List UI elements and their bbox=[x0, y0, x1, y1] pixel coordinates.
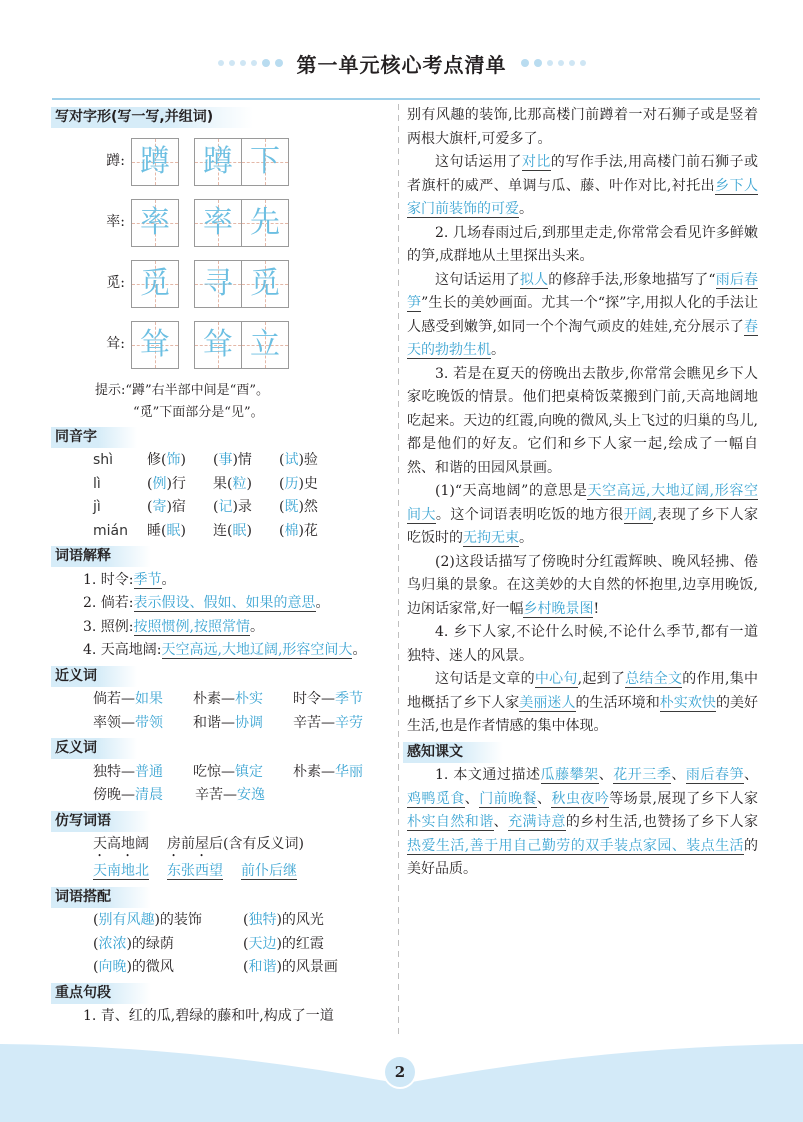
answer: 例 bbox=[152, 475, 167, 492]
grid-label: 蹲: bbox=[106, 152, 125, 169]
answer: 辛劳 bbox=[335, 714, 363, 731]
char: 房 bbox=[167, 836, 181, 852]
word-pair: 独特—普通 bbox=[93, 763, 163, 780]
answer: 既 bbox=[284, 499, 299, 515]
homophone-row bbox=[55, 520, 393, 544]
analysis-3-1: (1)“天高地阔”的意思是天空高远,大地辽阔,形容空间大。这个词语表明吃饭的地方很开阔,表现了乡下人家吃饭时的无拘无束。 bbox=[407, 483, 759, 546]
char: 天 bbox=[93, 836, 107, 852]
homophone-item: (例)行 bbox=[147, 475, 186, 492]
answer: 别有风趣 bbox=[98, 912, 155, 928]
answer: 记 bbox=[218, 499, 233, 515]
left-column bbox=[55, 104, 393, 1029]
homophone-item: (事)情 bbox=[213, 452, 252, 468]
explanation-list bbox=[55, 569, 393, 663]
answer: 对比 bbox=[521, 154, 551, 170]
word-pair: 率领—带领 bbox=[93, 714, 163, 731]
char-box bbox=[131, 138, 179, 186]
answer: 前仆后继 bbox=[241, 863, 297, 879]
answer: 美丽迷人 bbox=[519, 694, 576, 711]
answer-char: 率 bbox=[203, 204, 233, 240]
collocation-item: (别有风趣)的装饰 bbox=[93, 912, 202, 928]
passage-1-continued: 别有风趣的装饰,比那高楼门前蹲着一对石狮子或是竖着两根大旗杆,可爱多了。 bbox=[407, 107, 758, 147]
answer-char: 寻 bbox=[203, 265, 233, 301]
analysis-4: 这句话是文章的中心句,起到了总结全文的作用,集中地概括了乡下人家美丽迷人的生活环境和朴实欢快的美好生活,也是作者情感的集中体现。 bbox=[407, 671, 759, 734]
grid-label: 率: bbox=[106, 213, 125, 230]
collocation-item: (天边)的红霞 bbox=[243, 935, 324, 952]
char-box bbox=[194, 260, 242, 308]
word-pair-row bbox=[55, 784, 393, 808]
answer: 向晚 bbox=[98, 959, 127, 975]
answer: 和谐 bbox=[248, 959, 277, 975]
imitate-examples bbox=[55, 833, 393, 860]
word-boxes bbox=[194, 199, 289, 247]
collocation-list bbox=[55, 909, 393, 980]
word-boxes bbox=[194, 138, 289, 186]
answer: 热爱生活,善于用自己勤劳的双手装点家园、装点生活 bbox=[407, 837, 744, 854]
word-pair: 时令—季节 bbox=[293, 691, 363, 707]
answer: 鸡鸭觅食 bbox=[407, 790, 465, 807]
word-pair: 辛苦—辛劳 bbox=[293, 714, 363, 731]
char-box bbox=[194, 321, 242, 369]
section-heading-collocation: 词语搭配 bbox=[51, 887, 151, 908]
word-pair: 和谐—协调 bbox=[193, 714, 263, 731]
answer: 协调 bbox=[235, 714, 263, 731]
homophone-table bbox=[55, 449, 393, 543]
homophone-row bbox=[55, 496, 393, 520]
writing-grid bbox=[55, 133, 393, 374]
homophone-item: (既)然 bbox=[279, 499, 318, 515]
homophone-item: (棉)花 bbox=[279, 522, 318, 539]
explanation-item: 1. 时令:季节。 bbox=[83, 571, 176, 588]
collocation-item: (向晚)的微风 bbox=[93, 959, 174, 975]
hint-line: “觅”下面部分是“见”。 bbox=[133, 404, 264, 420]
answer: 花开三季 bbox=[613, 767, 672, 783]
word-pair-row bbox=[55, 688, 393, 712]
homophone-item: (历)史 bbox=[279, 475, 318, 492]
answer: 乡村晚景图 bbox=[523, 600, 594, 617]
section-heading-key-passages: 重点句段 bbox=[51, 983, 151, 1004]
collocation-item: (和谐)的风景画 bbox=[243, 959, 338, 975]
answer: 普通 bbox=[135, 763, 163, 780]
passage-2: 2. 几场春雨过后,到那里走走,你常常会看见许多鲜嫩的笋,成群地从土里探出头来。 bbox=[407, 224, 758, 264]
answer-char: 先 bbox=[250, 204, 280, 240]
analysis-1: 这句话运用了对比的写作手法,用高楼门前石狮子或者旗杆的威严、单调与瓜、藤、叶作对比,衬托出乡下人家门前装饰的可爱。 bbox=[407, 154, 759, 217]
answer-char: 耸 bbox=[140, 326, 170, 362]
grid-label: 耸: bbox=[106, 335, 125, 352]
word-pair-row bbox=[55, 761, 393, 785]
answer: 开阔 bbox=[623, 506, 653, 523]
answer: 门前晚餐 bbox=[479, 790, 537, 807]
homophone-item: (寄)宿 bbox=[147, 499, 186, 515]
homophone-item: 睡(眠) bbox=[147, 522, 186, 539]
answer: 眠 bbox=[166, 522, 181, 539]
char-box bbox=[194, 199, 242, 247]
answer: 朴实欢快 bbox=[659, 694, 716, 711]
answer: 朴实 bbox=[235, 691, 263, 707]
column-divider bbox=[398, 104, 399, 1034]
homophone-row bbox=[55, 473, 393, 497]
answer: 棉 bbox=[284, 522, 299, 539]
answer: 粒 bbox=[232, 475, 247, 492]
word-pair: 朴素—华丽 bbox=[293, 763, 363, 780]
answer: 总结全文 bbox=[625, 671, 683, 687]
answer: 雨后春笋 bbox=[407, 271, 759, 311]
example-word bbox=[93, 836, 149, 852]
char-box bbox=[242, 199, 289, 247]
decorative-dots-left bbox=[218, 59, 283, 67]
answer: 寄 bbox=[152, 499, 167, 515]
collocation-item: (浓浓)的绿荫 bbox=[93, 935, 174, 952]
explanation-item: 3. 照例:按照惯例,按照常情。 bbox=[83, 618, 264, 635]
answer: 带领 bbox=[135, 714, 163, 731]
answer-char: 蹲 bbox=[203, 143, 233, 179]
answer-char: 立 bbox=[250, 326, 280, 362]
char-box bbox=[131, 199, 179, 247]
answer: 东张西望 bbox=[167, 863, 223, 879]
perceive-text: 1. 本文通过描述瓜藤攀架、花开三季、雨后春笋、鸡鸭觅食、门前晚餐、秋虫夜吟等场景,展现了乡下人家朴实自然和谐、充满诗意的乡村生活,也赞扬了乡下人家热爱生活,善于用自己勤劳的双手装点家园、装点生活的美好品质。 bbox=[407, 767, 759, 877]
word-pair: 吃惊—镇定 bbox=[193, 763, 263, 780]
section-heading-antonyms: 反义词 bbox=[51, 738, 137, 759]
answer: 饰 bbox=[166, 452, 181, 468]
word-boxes bbox=[194, 260, 289, 308]
homophone-row bbox=[55, 449, 393, 473]
answer: 安逸 bbox=[237, 787, 265, 803]
pinyin: lì bbox=[93, 475, 101, 492]
char: 前 bbox=[181, 836, 195, 852]
char-box bbox=[131, 260, 179, 308]
char: 阔 bbox=[135, 836, 149, 852]
answer: 独特 bbox=[248, 912, 277, 928]
section-heading-homophones: 同音字 bbox=[51, 427, 137, 448]
pinyin: mián bbox=[93, 522, 128, 539]
section-heading-write-chars: 写对字形(写一写,并组词) bbox=[51, 107, 253, 128]
grid-row bbox=[55, 255, 393, 313]
answer-char: 下 bbox=[250, 143, 280, 179]
answer: 眠 bbox=[232, 522, 247, 539]
collocation-row bbox=[55, 933, 393, 957]
explanation-item: 2. 倘若:表示假设、假如、如果的意思。 bbox=[83, 595, 330, 611]
char: 地 bbox=[121, 836, 135, 852]
answer: 季节 bbox=[133, 571, 162, 588]
answer: 朴实自然和谐 bbox=[407, 814, 494, 830]
char-box bbox=[194, 138, 242, 186]
right-column bbox=[407, 104, 758, 882]
answer: 雨后春笋 bbox=[685, 767, 745, 783]
pinyin: jì bbox=[93, 499, 101, 515]
hint-line: 提示:“蹲”右半部中间是“酉”。 bbox=[95, 382, 269, 398]
explanation-item: 4. 天高地阔:天空高远,大地辽阔,形容空间大。 bbox=[83, 642, 367, 658]
word-pair: 傍晚—清晨 bbox=[93, 787, 163, 803]
page-number-badge: 2 bbox=[385, 1057, 415, 1087]
answer: 试 bbox=[284, 452, 299, 468]
answer: 天边 bbox=[248, 935, 277, 952]
answer: 无拘无束 bbox=[463, 530, 519, 546]
antonym-list bbox=[55, 761, 393, 808]
answer-char: 率 bbox=[140, 204, 170, 240]
decorative-dots-right bbox=[521, 59, 586, 67]
answer: 镇定 bbox=[235, 763, 263, 780]
answer: 表示假设、假如、如果的意思 bbox=[133, 595, 316, 611]
char-box bbox=[242, 260, 289, 308]
synonym-list bbox=[55, 688, 393, 735]
section-heading-explain: 词语解释 bbox=[51, 546, 151, 567]
word-pair-row bbox=[55, 712, 393, 736]
char: 高 bbox=[107, 836, 121, 852]
answer: 如果 bbox=[135, 691, 163, 707]
answer-char: 觅 bbox=[250, 265, 280, 301]
char-box bbox=[242, 138, 289, 186]
answer: 乡下人家门前装饰的可爱 bbox=[407, 177, 759, 217]
analysis-2: 这句话运用了拟人的修辞手法,形象地描写了“雨后春笋”生长的美妙画面。尤其一个“探”字,用拟人化的手法让人感受到嫩笋,如同一个个淘气顽皮的娃娃,充分展示了春天的勃勃生机。 bbox=[407, 271, 759, 358]
imitate-answers bbox=[55, 860, 393, 884]
answer: 拟人 bbox=[519, 271, 549, 288]
homophone-item: 修(饰) bbox=[147, 452, 186, 468]
answer: 浓浓 bbox=[98, 935, 127, 952]
collocation-row bbox=[55, 956, 393, 980]
answer: 事 bbox=[218, 452, 233, 468]
answer-char: 觅 bbox=[140, 265, 170, 301]
answer: 历 bbox=[284, 475, 299, 492]
answer: 充满诗意 bbox=[508, 814, 566, 830]
page-title: 第一单元核心考点清单 bbox=[296, 52, 507, 77]
char: 屋 bbox=[195, 836, 209, 852]
word-boxes bbox=[194, 321, 289, 369]
top-divider bbox=[52, 98, 760, 100]
grid-label: 觅: bbox=[106, 274, 125, 291]
word-pair: 辛苦—安逸 bbox=[195, 787, 265, 803]
answer: 清晨 bbox=[135, 787, 163, 803]
char: 后 bbox=[209, 836, 223, 852]
analysis-3-2: (2)这段话描写了傍晚时分红霞辉映、晚风轻拂、倦鸟归巢的景象。在这美妙的大自然的怀抱里,边享用晚饭,边闲话家常,好一幅乡村晚景图! bbox=[407, 553, 758, 617]
section-heading-imitate: 仿写词语 bbox=[51, 811, 151, 832]
homophone-item: (试)验 bbox=[279, 452, 318, 468]
answer: 瓜藤攀架 bbox=[540, 767, 599, 783]
example-note: (含有反义词) bbox=[223, 836, 304, 852]
answer: 春天的勃勃生机 bbox=[407, 318, 758, 358]
grid-row bbox=[55, 194, 393, 252]
pinyin: shì bbox=[93, 452, 114, 468]
answer: 按照惯例,按照常情 bbox=[133, 618, 250, 635]
example-word bbox=[167, 836, 223, 852]
word-pair: 倘若—如果 bbox=[93, 691, 163, 707]
homophone-item: 果(粒) bbox=[213, 475, 252, 492]
answer: 秋虫夜吟 bbox=[551, 790, 610, 807]
collocation-item: (独特)的风光 bbox=[243, 912, 324, 928]
page-header bbox=[0, 46, 803, 80]
passage-1-start: 1. 青、红的瓜,碧绿的藤和叶,构成了一道 bbox=[83, 1008, 334, 1024]
word-pair: 朴素—朴实 bbox=[193, 691, 263, 707]
char-box bbox=[131, 321, 179, 369]
grid-row bbox=[55, 133, 393, 191]
answer-char: 蹲 bbox=[140, 143, 170, 179]
answer: 华丽 bbox=[335, 763, 363, 780]
answer-char: 耸 bbox=[203, 326, 233, 362]
passage-4: 4. 乡下人家,不论什么时候,不论什么季节,都有一道独特、迷人的风景。 bbox=[407, 624, 758, 664]
collocation-row bbox=[55, 909, 393, 933]
grid-row bbox=[55, 316, 393, 374]
section-heading-synonyms: 近义词 bbox=[51, 666, 137, 687]
answer: 天南地北 bbox=[93, 863, 149, 879]
answer: 天空高远,大地辽阔,形容空间大 bbox=[161, 642, 353, 658]
char-box bbox=[242, 321, 289, 369]
passage-3: 3. 若是在夏天的傍晚出去散步,你常常会瞧见乡下人家吃晚饭的情景。他们把桌椅饭菜搬到门前,天高地阔地吃起来。天边的红霞,向晚的微风,头上飞过的归巢的鸟儿,都是他们的好友。它们和乡下人家一起,绘成了一幅自然、和谐的田园风景画。 bbox=[407, 365, 758, 476]
homophone-item: 连(眠) bbox=[213, 522, 252, 539]
answer: 天空高远,大地辽阔,形容空间大 bbox=[407, 483, 758, 523]
answer: 中心句 bbox=[534, 671, 578, 687]
answer: 季节 bbox=[335, 691, 363, 707]
section-heading-perceive: 感知课文 bbox=[403, 742, 503, 763]
homophone-item: (记)录 bbox=[213, 499, 252, 515]
